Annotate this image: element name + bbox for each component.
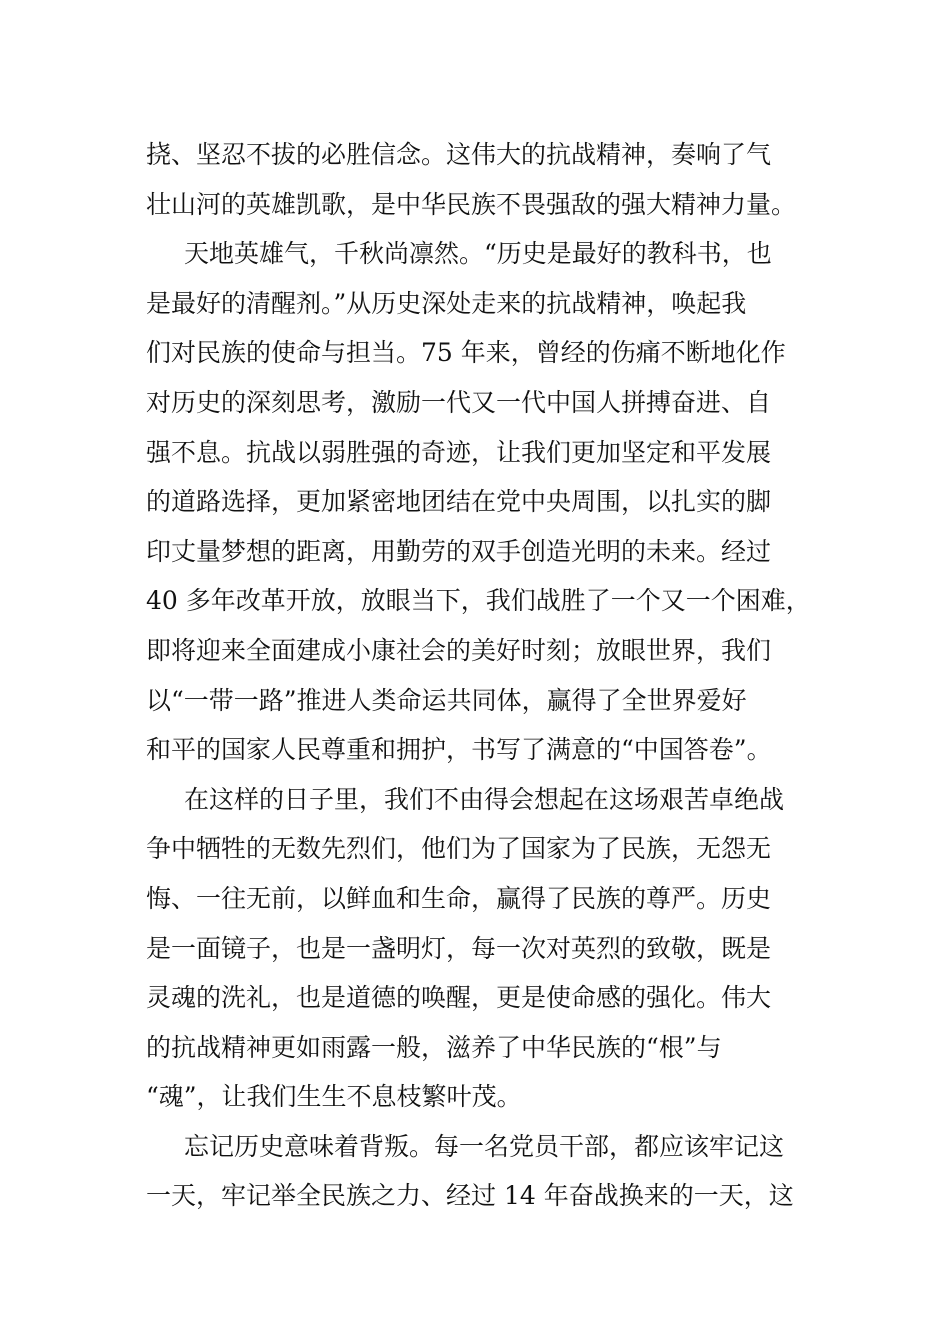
text-line: 和平的国家人民尊重和拥护，书写了满意的“中国答卷”。 — [146, 735, 772, 765]
text-line: 的抗战精神更如雨露一般，滋养了中华民族的“根”与 — [146, 1032, 722, 1062]
text-line: 争中牺牲的无数先烈们，他们为了国家为了民族，无怨无 — [146, 834, 772, 864]
text-line: 即将迎来全面建成小康社会的美好时刻；放眼世界，我们 — [146, 635, 772, 665]
text-line: 挠、坚忍不拔的必胜信念。这伟大的抗战精神，奏响了气 — [146, 140, 772, 169]
text-line: “魂”，让我们生生不息枝繁叶茂。 — [146, 1082, 522, 1112]
text-line: 以“一带一路”推进人类命运共同体，赢得了全世界爱好 — [146, 685, 747, 715]
text-line: 们对民族的使命与担当。75 年来，曾经的伤痛不断地化作 — [146, 338, 786, 368]
paragraph-start-line: 天地英雄气，千秋尚凛然。“历史是最好的教科书，也 — [184, 239, 772, 269]
text-line: 灵魂的洗礼，也是道德的唤醒，更是使命感的强化。伟大 — [146, 983, 772, 1013]
text-line: 强不息。抗战以弱胜强的奇迹，让我们更加坚定和平发展 — [146, 437, 772, 467]
body-text — [146, 130, 811, 1221]
text-line: 一天，牢记举全民族之力、经过 14 年奋战换来的一天，这 — [146, 1181, 794, 1211]
paragraph-start-line: 在这样的日子里，我们不由得会想起在这场艰苦卓绝战 — [184, 784, 785, 814]
text-line: 40 多年改革开放，放眼当下，我们战胜了一个又一个困难， — [146, 586, 811, 616]
text-line: 印丈量梦想的距离，用勤劳的双手创造光明的未来。经过 — [146, 536, 772, 566]
text-line: 是最好的清醒剂。”从历史深处走来的抗战精神，唤起我 — [146, 288, 747, 318]
text-line: 是一面镜子，也是一盏明灯，每一次对英烈的致敬，既是 — [146, 933, 772, 963]
paragraph-start-line: 忘记历史意味着背叛。每一名党员干部，都应该牢记这 — [184, 1131, 785, 1161]
text-line: 壮山河的英雄凯歌，是中华民族不畏强敌的强大精神力量。 — [146, 189, 797, 219]
text-line: 的道路选择，更加紧密地团结在党中央周围，以扎实的脚 — [146, 487, 772, 517]
text-line: 对历史的深刻思考，激励一代又一代中国人拼搏奋进、自 — [146, 387, 772, 417]
text-line: 悔、一往无前，以鲜血和生命，赢得了民族的尊严。历史 — [146, 883, 772, 913]
